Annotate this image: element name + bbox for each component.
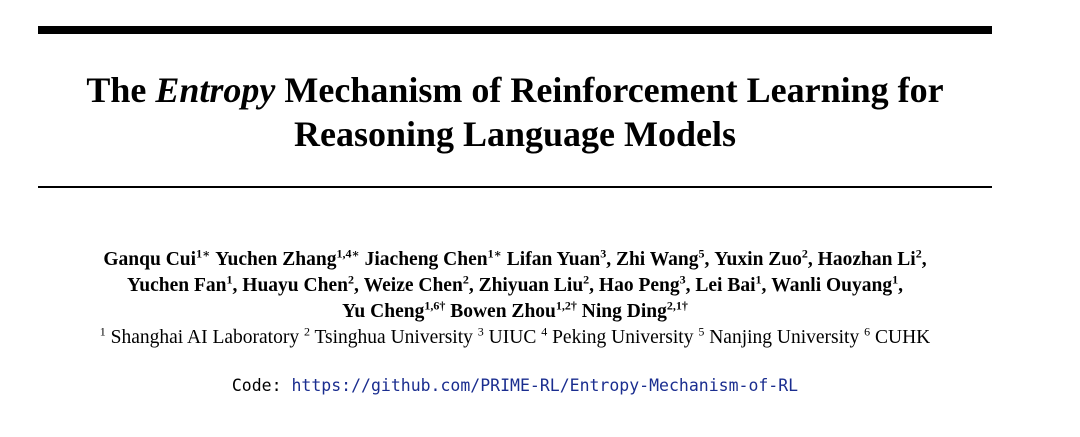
affiliation: $^2$ Tsinghua University	[303, 324, 473, 348]
author: Zhi Wang$^5$	[615, 246, 705, 270]
author: Bowen Zhou$^{1,2\dagger}$	[450, 298, 577, 322]
author: Haozhan Li$^2$	[817, 246, 922, 270]
author-line-2: Yuchen Fan$^1$, Huayu Chen$^2$, Weize Chen$^2$, Zhiyuan Liu$^2$, Hao Peng$^3$, Lei Bai$^1$, Wanli Ouyang$^1$,	[127, 272, 903, 296]
author: Yuchen Fan$^1$	[127, 272, 233, 296]
author: Ning Ding$^{2,1\dagger}$	[581, 298, 688, 322]
author: Yuxin Zuo$^2$	[714, 246, 808, 270]
author: Weize Chen$^2$	[363, 272, 469, 296]
affiliation: $^6$ CUHK	[864, 324, 931, 348]
author: Hao Peng$^3$	[598, 272, 686, 296]
affiliation: $^5$ Nanjing University	[698, 324, 860, 348]
author-line-3	[38, 299, 992, 325]
paper-title	[38, 68, 992, 156]
author-block	[38, 247, 992, 351]
affiliation: $^1$ Shanghai AI Laboratory	[99, 324, 300, 348]
author: Lei Bai$^1$	[695, 272, 762, 296]
author: Jiacheng Chen$^{1∗}$	[364, 246, 502, 270]
author: Zhiyuan Liu$^2$	[478, 272, 590, 296]
affiliation: $^3$ UIUC	[477, 324, 537, 348]
author: Yu Cheng$^{1,6\dagger}$	[342, 298, 446, 322]
code-line	[38, 375, 992, 397]
author: Huayu Chen$^2$	[242, 272, 354, 296]
title-prefix: The	[86, 70, 156, 110]
author: Lifan Yuan$^3$	[506, 246, 607, 270]
affiliations-line	[38, 325, 992, 351]
code-link[interactable]: https://github.com/PRIME-RL/Entropy-Mechanism-of-RL	[291, 376, 799, 395]
author: Wanli Ouyang$^1$	[771, 272, 899, 296]
author-line-1: Ganqu Cui$^{1∗}$ Yuchen Zhang$^{1,4∗}$ Jiacheng Chen$^{1∗}$ Lifan Yuan$^3$, Zhi Wang$^5$, Yuxin Zuo$^2$, Haozhan Li$^2$,	[103, 246, 927, 270]
affiliation: $^4$ Peking University	[541, 324, 694, 348]
author: Ganqu Cui$^{1∗}$	[103, 246, 211, 270]
top-rule	[38, 26, 992, 34]
title-line-2: Reasoning Language Models	[293, 114, 737, 154]
code-label: Code:	[231, 376, 292, 395]
title-bottom-rule	[38, 186, 992, 188]
title-emphasis: Entropy	[155, 70, 276, 110]
title-suffix: Mechanism of Reinforcement Learning for	[275, 70, 944, 110]
author: Yuchen Zhang$^{1,4∗}$	[215, 246, 360, 270]
title-line-1	[38, 68, 992, 112]
